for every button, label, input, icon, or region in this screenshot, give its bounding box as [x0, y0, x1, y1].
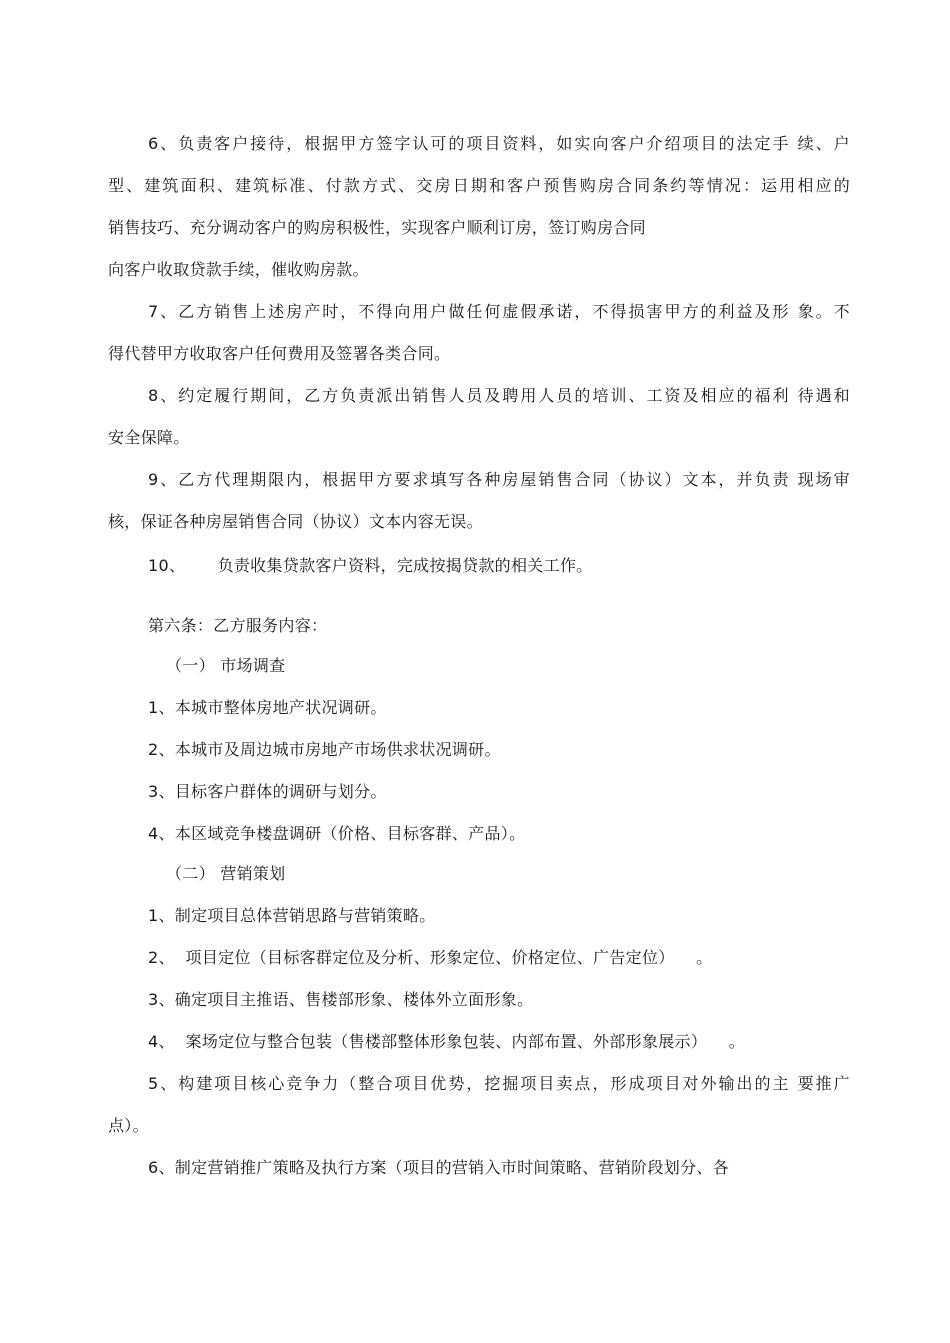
subsection-heading: （二） 营销策划 [166, 864, 286, 883]
text-line: 型、建筑面积、建筑标准、付款方式、交房日期和客户预售购房合同条约等情况：运用相应的 [108, 176, 850, 195]
text-line: 点）。 [108, 1116, 149, 1135]
text-line: 9、乙方代理期限内，根据甲方要求填写各种房屋销售合同（协议）文本，并负责 现场审 [148, 470, 850, 489]
list-item: 2、本城市及周边城市房地产市场供求状况调研。 [148, 740, 501, 759]
section-heading: 第六条：乙方服务内容： [148, 616, 328, 635]
list-item: 1、制定项目总体营销思路与营销策略。 [148, 906, 436, 925]
text-line: 核，保证各种房屋销售合同（协议）文本内容无误。 [108, 512, 483, 531]
text-line: 7、乙方销售上述房产时，不得向用户做任何虚假承诺，不得损害甲方的利益及形 象。不 [148, 302, 850, 321]
text-line: 10、 负责收集贷款客户资料，完成按揭贷款的相关工作。 [148, 556, 593, 575]
list-item: 4、 案场定位与整合包装（售楼部整体形象包装、内部布置、外部形象展示） 。 [148, 1032, 745, 1051]
list-item: 5、构建项目核心竞争力（整合项目优势，挖掘项目卖点，形成项目对外输出的主 要推广 [148, 1074, 850, 1093]
subsection-heading: （一） 市场调查 [166, 656, 286, 675]
text-line: 向客户收取贷款手续，催收购房款。 [108, 260, 369, 279]
text-line: 安全保障。 [108, 428, 190, 447]
list-item: 1、本城市整体房地产状况调研。 [148, 698, 387, 717]
text-line: 8、约定履行期间，乙方负责派出销售人员及聘用人员的培训、工资及相应的福利 待遇和 [148, 386, 850, 405]
text-line: 得代替甲方收取客户任何费用及签署各类合同。 [108, 344, 451, 363]
text-line: 6、负责客户接待，根据甲方签字认可的项目资料，如实向客户介绍项目的法定手 续、户 [148, 134, 850, 153]
list-item: 3、确定项目主推语、售楼部形象、楼体外立面形象。 [148, 990, 534, 1009]
text-line: 销售技巧、充分调动客户的购房积极性，实现客户顺利订房，签订购房合同 [108, 218, 646, 237]
list-item: 6、制定营销推广策略及执行方案（项目的营销入市时间策略、营销阶段划分、各 [148, 1158, 729, 1177]
list-item: 2、 项目定位（目标客群定位及分析、形象定位、价格定位、广告定位） 。 [148, 948, 713, 967]
list-item: 3、目标客户群体的调研与划分。 [148, 782, 387, 801]
list-item: 4、本区域竞争楼盘调研（价格、目标客群、产品）。 [148, 824, 526, 843]
